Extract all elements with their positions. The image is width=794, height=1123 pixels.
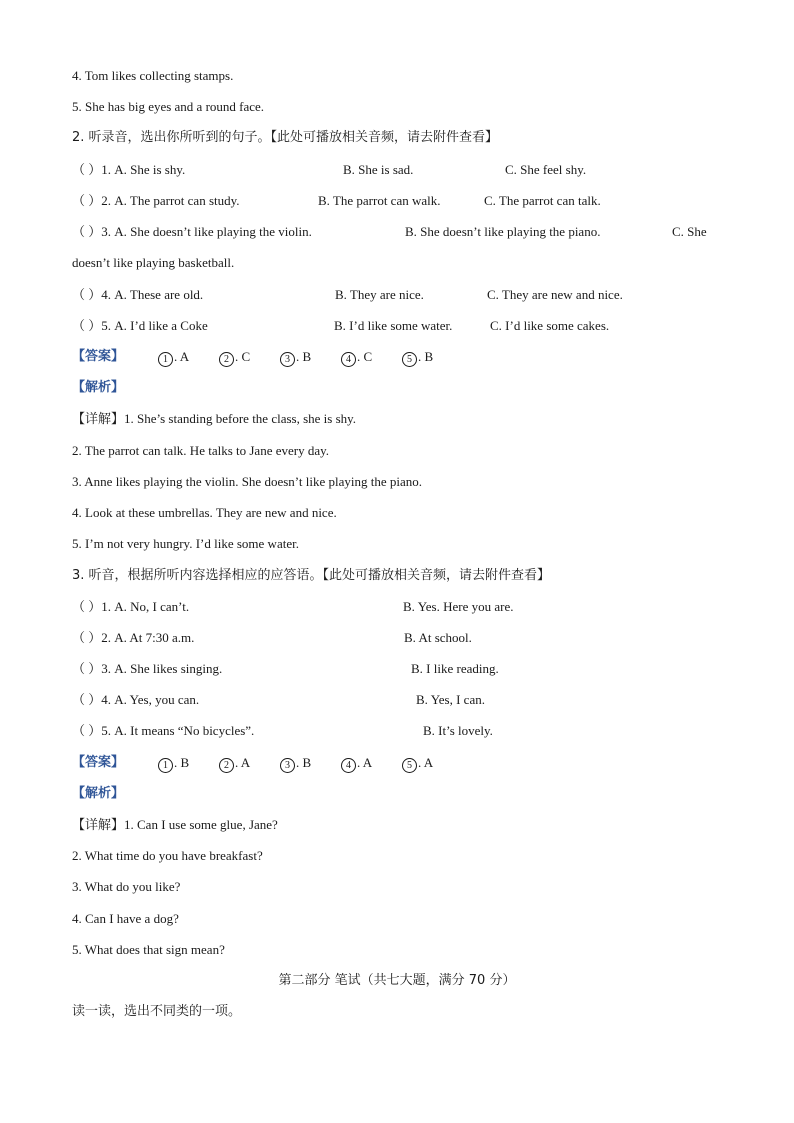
answer-item: 4 . C (341, 348, 372, 367)
question-option-b: B. She doesn’t like playing the piano. (405, 224, 601, 239)
detail-line: 3. Anne likes playing the violin. She doesn’t like playing the piano. (72, 474, 422, 489)
answer-label: 【答案】 (72, 755, 125, 770)
detail-line: 【详解】1. She’s standing before the class, she is shy. (72, 411, 357, 427)
section-heading: 3. 听音，根据所听内容选择相应的应答语。【此处可播放相关音频，请去附件查看】 (72, 568, 551, 583)
question-option-b: B. It’s lovely. (423, 723, 493, 738)
question-option-a: （ ）4. A. These are old. (72, 287, 204, 302)
analysis-label: 【解析】 (72, 380, 125, 395)
question-wrap-text: doesn’t like playing basketball. (72, 255, 235, 270)
answer-item: 3 . B (280, 754, 311, 773)
answer-item: 5 . B (402, 348, 433, 367)
part-title: 第二部分 笔试（共七大题，满分 70 分） (278, 973, 516, 988)
detail-line: 4. Can I have a dog? (72, 911, 179, 926)
question-option-a: （ ）2. A. The parrot can study. (72, 193, 240, 208)
detail-line: 2. What time do you have breakfast? (72, 848, 263, 863)
analysis-label: 【解析】 (72, 786, 125, 801)
question-option-b: B. They are nice. (335, 287, 424, 302)
question-option-c: C. She (672, 224, 707, 239)
question-option-c: C. She feel shy. (505, 162, 587, 177)
detail-line: 3. What do you like? (72, 879, 181, 894)
text-line: 4. Tom likes collecting stamps. (72, 68, 234, 83)
answer-item: 2 . C (219, 348, 250, 367)
detail-line: 5. I’m not very hungry. I’d like some water. (72, 536, 299, 551)
question-option-c: C. The parrot can talk. (484, 193, 601, 208)
detail-line: 5. What does that sign mean? (72, 942, 225, 957)
question-option-a: （ ）1. A. She is shy. (72, 162, 186, 177)
question-option-b: B. Yes, I can. (416, 692, 485, 707)
detail-line: 【详解】1. Can I use some glue, Jane? (72, 817, 278, 833)
answer-item: 4 . A (341, 754, 372, 773)
answer-item: 5 . A (402, 754, 433, 773)
detail-line: 4. Look at these umbrellas. They are new and nice. (72, 505, 337, 520)
question-option-a: （ ）3. A. She doesn’t like playing the violin. (72, 224, 312, 239)
question-option-b: B. I like reading. (411, 661, 499, 676)
question-option-b: B. At school. (404, 630, 472, 645)
text-line: 5. She has big eyes and a round face. (72, 99, 265, 114)
answer-item: 2 . A (219, 754, 250, 773)
answer-item: 1 . B (158, 754, 189, 773)
answer-label: 【答案】 (72, 349, 125, 364)
part-instruction: 读一读，选出不同类的一项。 (72, 1004, 242, 1019)
question-option-c: C. They are new and nice. (487, 287, 623, 302)
question-option-b: B. I’d like some water. (334, 318, 453, 333)
question-option-b: B. Yes. Here you are. (403, 599, 514, 614)
answer-item: 3 . B (280, 348, 311, 367)
question-option-a: （ ）2. A. At 7:30 a.m. (72, 630, 195, 645)
question-option-a: （ ）5. A. It means “No bicycles”. (72, 723, 255, 738)
question-option-b: B. The parrot can walk. (318, 193, 441, 208)
question-option-a: （ ）5. A. I’d like a Coke (72, 318, 208, 333)
question-option-c: C. I’d like some cakes. (490, 318, 610, 333)
question-option-a: （ ）3. A. She likes singing. (72, 661, 223, 676)
question-option-a: （ ）1. A. No, I can’t. (72, 599, 190, 614)
section-heading: 2. 听录音，选出你所听到的句子。【此处可播放相关音频，请去附件查看】 (72, 130, 499, 145)
question-option-a: （ ）4. A. Yes, you can. (72, 692, 200, 707)
answer-item: 1 . A (158, 348, 189, 367)
detail-line: 2. The parrot can talk. He talks to Jane every day. (72, 443, 330, 458)
question-option-b: B. She is sad. (343, 162, 414, 177)
